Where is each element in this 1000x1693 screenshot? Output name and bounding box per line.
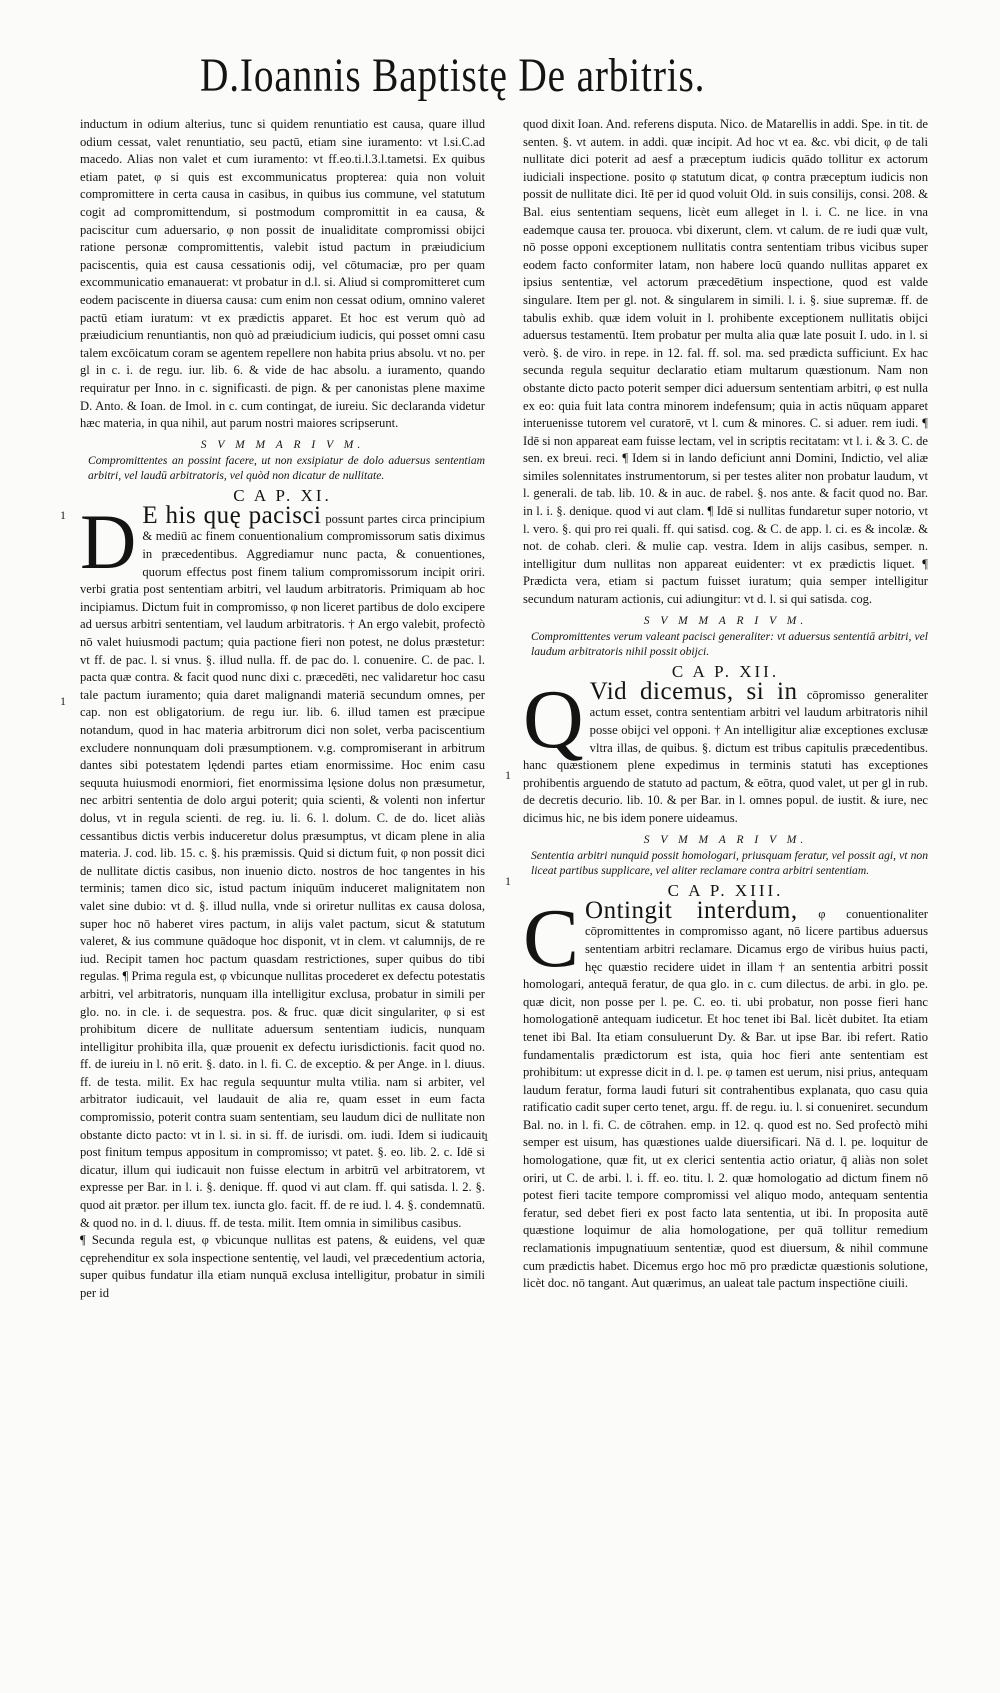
opening-lead: E his quę pacisci [142, 501, 322, 529]
body-paragraph: φ conuentionaliter cōpromittentes in compromisso agant, nō licere partibus aduersus sententiam arbitri reclamare. Dicamus ergo de viribus huius pacti, hęc quæstio recidere uidet in illam † an sententia arbitri possit homologari, antequā feratur, de qua glo. in c. cum dilectus. de arbi. in glo. pe. quæ dicit, non posse per l. pe. C. eo. ti. ubi probatur, non posse fieri hanc homologationē antequam iudicetur. Et hoc tenet ibi Bal. licèt dubitet. Ita etiam tenet ibi Bal. Ita etiam consuluerunt Dy. & Bar. ut ipse Bar. ibi refert. Ratio fundamentalis prædictorum est ista, quia hoc fieri ante sententiam est prohibitum: ut expresse dicit in d. l. pe. φ tamen est uerum, nisi prius, antequam laudum feratur, forma laudi futuri sit contrahentibus explanata, quo casu quia ratificatio cadit super certo tenet, argu. ff. de regu. iu. l. si conueniret. secundum Bal. no. in l. fi. C. de cōtrahen. emp. in 12. q. quod est no. Sed profectò mihi semper est uisum, has quæstiones ualde diuersificari. Nā d. l. pe. loquitur de homologatione, quæ fit, ut ex clerici sententia actio oriatur, q̄ aliàs non solet oriri, ut C. de arbi. l. i. ff. eo. titu. l. 2. quæ homologatio ad dictum finem nō potest fieri tacite tempore compromissi vel aliquo modo, antequam sententia feratur, sed debet fieri ex post facto lata sententia, ut ibi. In proposita autē quæstione loquimur de alia homologatione, per quā tollitur remedium reclamationis impugnatiuum sententiæ, quod est diuersum, & nihil commune cum prædictis habet. Dicemus ergo hoc mō pro prædictæ quæstionis solutione, licèt doc. nō tangant. Aut quærimus, an ualeat tale pactum inspectiōne ciuili. [523, 906, 928, 1291]
margin-marker: 1 [60, 508, 66, 522]
margin-marker: 1 [60, 694, 66, 708]
body-paragraph: possunt partes circa principium & mediū ac finem conuentionalium compromissorum satis diximus in præcedentibus. Aggrediamur nunc pacta, & conuentiones, quorum effectus post finem talium compromissorum incipit oriri. verbi gratia post sententiam arbitri, vel laudum arbitratoris. Primiquam ab hoc incipiamus. Dictum fuit in compromisso, φ non liceret partibus de dolo excipere ad uersus arbitri sententiam, vel laudum arbitratoris. † An ergo valebit, profectò nō valet huiusmodi pactum; quia pactione fieri non potest, ne dolus præstetur: vt ff. de pac. l. si vnus. §. illud nulla. ff. de pac do. l. conuenire. C. de pac. l. pacta quæ contra. & facit quod nunc dixi c. præcedēti, nec validaretur hoc casu tale pactum iuramento; quia daret malignandi materiā secundum omnes, per cap. non est obligatorium. de regu iur. lib. 6. illud tamen est præcipue notandum, quod in hac materia arbitrorum dici non solet, verba paciscentium excludere nonnunquam doli præsumptionem. v.g. compromiserant in arbitrum dantes sibi potestatem lędendi partes etiam enormissime. Hoc enim casu sequuta huiusmodi enormiori, fiet enormissima lęsione dolus non præsumetur, nec arbitri sententia de dolo argui poterit; quia scienti, & volenti non infertur dolus, vt in regula scienti. de reg. iu. li. 6. l. dolum. C. de do. licet aliàs cessantibus dictis verbis induceretur dolus præsumptus, vt dicam plene in alia materia. J. cod. lib. 15. c. §. his præmissis. Quid si dictum fuit, φ non possit dici de nullitate dictis casibus, non inuenio dicto. nostros de hoc tangentes in his terminis; tamen dico sic, istud pactum iniquūm induceret malignitatem non valet sine dubio: vt d. §. illud nulla, vnde si oriretur nullitas ex causa dolosa, super hoc nō haberet vires pactum, in alijs valet pactum, sicut & statutum valeret, & ius commune quādoque hoc disponit, vt in clem. vt calumnijs, de re iud. Recipit tamen hoc pactum quasdam restrictiones, super quibus do tibi regulas. ¶ Prima regula est, φ vbicunque nullitas procederet ex defectu potestatis arbitri, vel arbitratoris, nunquam illa intelligitur exclusa, probatur in simili per glo. no. in cle. i. de sequestra. pos. & fruc. quæ dicit singulariter, φ si est prohibitum dicere de nullitate aduersum sententiam iudicis, nunquam intelligitur prohibita illa, quæ prouenit ex defectu iurisdictionis. facit quod no. ff. de iureiu in l. nō erit. §. dato. in l. fi. C. de exceptio. & per Ange. in l. diuus. ff. de testa. milit. Ex hac regula sequuntur multa vtilia. nam si arbiter, vel arbitrator iudicauit, vel laudauit de alia re, quam esset in eum facta compromissio, poterit contra suam sententiam, seu laudum dici de nullitate non obstante dicto pacto: vt in l. si. in si. ff. de iurisdi. om. iudi. Idem si iudicauit post finitum tempus appositum in compromisso; vt patet. §. eo. lib. 2. c. Idē si dicatur, illum qui iudicauit non fuisse electum in arbitrū vel arbitratorem, vt expresse per Bar. in l. i. §. denique. ff. quod vi aut clam. ff. qui satisda. l. 2. §. quod ait prætor. per illum tex. iuncta glo. facit. ff. de re iud. l. 4. §. condemnatū. & quod no. in d. l. diuus. ff. de testa. milit. Item omnia in similibus casibus. [80, 511, 486, 1230]
margin-marker: 1 [505, 874, 511, 888]
summarium-heading: S V M M A R I V M. [643, 614, 808, 627]
summarium-heading: S V M M A R I V M. [200, 438, 365, 451]
chapter-heading: C A P. XI. [233, 486, 332, 506]
opening-lead: Ontingit interdum, [585, 896, 798, 924]
chapter-heading: C A P. XIII. [667, 881, 784, 901]
right-column [523, 116, 928, 1293]
opening-lead: Vid dicemus, si in [589, 677, 798, 705]
margin-marker: 1 [505, 768, 511, 782]
body-paragraph: cōpromisso generaliter actum esset, contra sententiam arbitri vel laudum arbitratoris nihil posse obijci vel opponi. † An intelligitur aliæ exceptiones exclusæ vltra illas, de quibus. §. dictum est tribus capitulis præcedentibus. hanc quæstionem plene expedimus in terminis statuti has exceptiones prohibentis arguendo de statuto ad pactum, & eōtra, quod valet, ut per gl in rub. de decretis decurio. lib. 10. & per Bar. in l. omnes popul. de iustit. & iure, nec dicimus hic, ne bis idem ponere uideamus. [523, 687, 929, 825]
drop-cap: C [523, 891, 580, 985]
summarium-text: Compromittentes an possint facere, ut non exsipiatur de dolo aduersus sententiam arbitri, vel laudū arbitratoris, vel quòd non dicatur de nullitate. [88, 454, 485, 482]
left-column [80, 116, 485, 1303]
margin-marker: 1 [483, 1130, 489, 1144]
chapter-opening [80, 497, 486, 1232]
summarium-heading: S V M M A R I V M. [643, 833, 808, 846]
body-paragraph: inductum in odium alterius, tunc si quidem renuntiatio est causa, quare illud odium cessat, valet renuntiatio, seu pactū, etiam sine iuramento: vt l.si.C.ad macedo. Alias non valet et cum iuramento: vt ff.eo.ti.l.3.l.tametsi. Ex quibus etiam patet, φ si quis est excommunicatus propterea: quia non voluit compromittere in certa causa in casibus, in quibus ius commune, vel statutum cogit ad compromittendum, si postmodum compromittit in ea causa, & paciscitur cum aduersario, φ non possit de inualiditate compromissi obijci ratione personæ compromittentis, valebit istud pactum in præiudicium paciscentis, quia est causa cessationis odij, vel cōtumaciæ, pro per quam excommunicatio emanauerat: vt probatur in d.l. si. Aliud si compromitteret cum eodem paciscente in diuersa causa: cum enim non cessat odium, omnino valeret pactū etiam iuratum: vt ex prædictis apparet. Et hoc est verum quò ad præiudicium renuntiantis, non quò ad præiudicium iudicis, qui posset omni casu talem excōicatum coram se agentem repellere non habita prius absolu. vt no. per gl in c. i. de regu. iur. lib. 6. & vide de hac absolu. a iuramento, quando requiratur per Inno. in c. significasti. de pign. & per canonistas plene maxime D. Anto. & Ioan. de Imol. in c. cum contingat, de iureiu. Sic declaranda videtur hæc materia, in qua nihil, aut parum nostri maiores scripserunt. [80, 117, 485, 431]
body-paragraph: ¶ Secunda regula est, φ vbicunque nullitas est patens, & euidens, vel quæ cęprehenditur ex sola inspectione sententię, vel laudi, vel præcedentium actoria, super quibus fundatur illa etiam nunquā exclusa intelligitur, probatur in simili per id [80, 1233, 485, 1300]
drop-cap: D [80, 497, 137, 585]
summarium-text: Compromittentes verum valeant pacisci generaliter: vt aduersus sententiā arbitri, vel laudum arbitratoris nihil possit obijci. [531, 630, 928, 658]
body-paragraph: quod dixit Ioan. And. referens disputa. Nico. de Matarellis in addi. Spe. in tit. de senten. §. vt autem. in addi. quæ incipit. Ad hoc vt ea. &c. vbi dicit, φ de tali nullitate dici poterit ad aesf a præceptum iudicis quādo tollitur ex actorum iudiciali inspectione. posito φ statutum dicat, φ contra præceptum iudicis non possit de nullitate dici. Itē per id quod voluit Old. in suis consilijs, consi. 208. & Bal. eius sententiam sequens, licèt eum alleget in l. i. C. ne lice. in vna eademque causa ter. prouoca. vbi dixerunt, clem. vt calum. de re iudi quæ vult, nō posse opponi exceptionem nullitatis contra sententiam tribus vicibus super eodem facto conformiter latam, non habere locū quando nullitas apparet ex ipsius sententiæ, vel actorum præcedētium inspectione, quod est valde singulare. Item per gl. not. & singularem in simili. l. i. §. siue supremæ. ff. de tabulis exhib. quæ idem voluit in l. prohibente exceptionem nullitatis obijci aduersus testamentū. Item probatur per multa alia quæ late posuit I. udo. in l. si verò. §. de viro. in repe. in 12. fal. ff. sol. ma. sed prædicta sufficiunt. Ex hac secunda regula sequitur declaratio etiam multarum quæstionum. Nam non obstante dicto pacto poterit semper dici aduersum sententiam arbitri, φ est nulla ex eo: quia fuit lata contra minorem indefensum; quia in actis nūquam apparet interuenisse tutorem vel curatorē, vt l. cum & minores. C. si aduer. rem iudi. ¶ Idē si non appareat eam fuisse lectam, vel in scriptis recitatam: vt l. i. & 3. C. de sen. ex breui. reci. ¶ Idem si in lando deficiunt anni Domini, Indictio, vel aliæ similes solennitates instrumentorum, si per testes aliter non probatur laudum, vt l. generali. de tab. lib. 10. & in auc. de rabel. §. nos ante. & facit quod no. Bar. in l. i. §. denique. quod vi aut clam. ¶ Idē si nullitas fundaretur super notorio, vt l. vero. §. qui pro rei quali. ff. qui satisd. cog. & C. de app. l. ci. es & incolæ. & not. de cohab. cleri. & mulie cap. vestra. Idem in alijs casibus, semper. n. intelligitur dum nullitas non appareat euidenter: vt ex prædictis liquet. ¶ Prædicta vera, etiam si pactum fuisset iuratum; quia semper intelligitur secundum naturam actionis, cui adiungitur: vt d. l. si qui satisda. cog. [523, 117, 928, 607]
chapter-heading: C A P. XII. [671, 662, 780, 682]
running-header: D.Ioannis Baptistę De arbitris. [200, 49, 706, 102]
summarium-text: Sententia arbitri nunquid possit homologari, priusquam feratur, vel possit agi, vt non liceat partibus supplicare, vel aliter reclamare contra arbitri sententiam. [531, 849, 928, 877]
drop-cap: Q [523, 672, 584, 766]
